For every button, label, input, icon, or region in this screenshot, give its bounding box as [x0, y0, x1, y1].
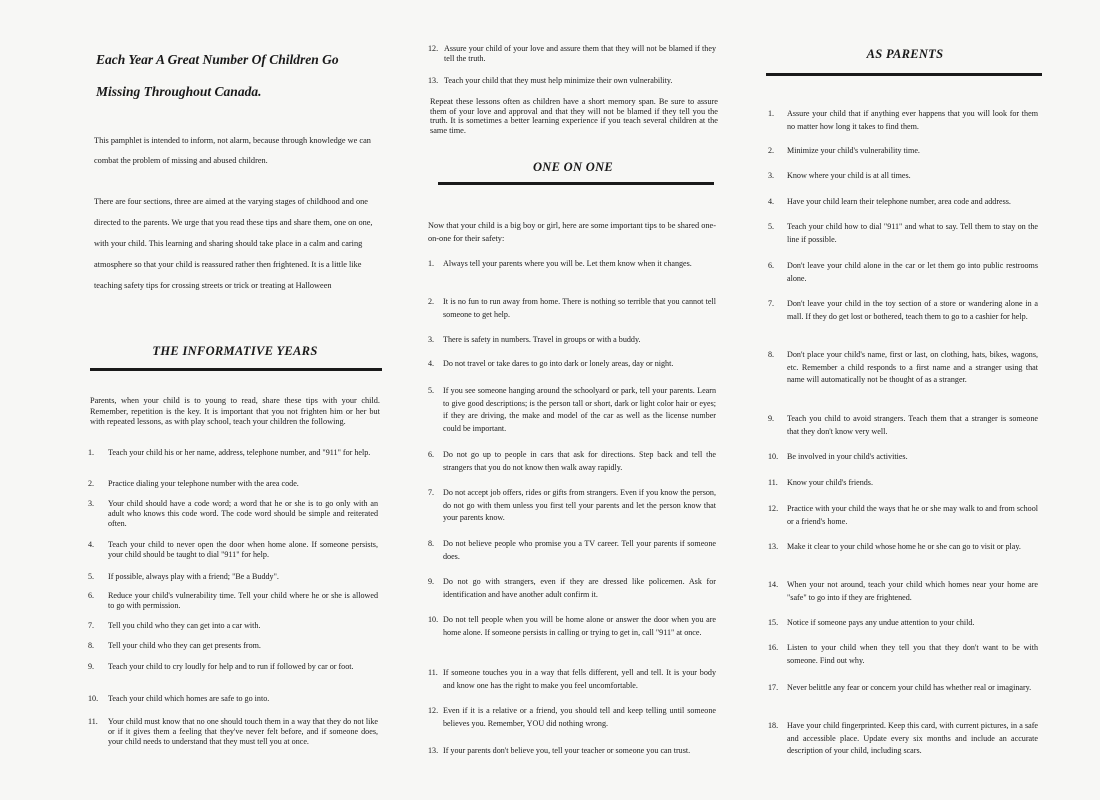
list-item-text: Do not tell people when you will be home alone or answer the door when you are home alone. If someone persists in calling or trying to get in, call "911" at once.: [443, 615, 716, 637]
list-item-text: Your child must know that no one should touch them in a way that they do not like or if it gives them a feeling that they've never felt before, and if someone does, your child needs to understand that they must tell you at once.: [108, 717, 378, 747]
list-item-text: Always tell your parents where you will be. Let them know when it changes.: [443, 259, 692, 268]
list-item-text: Don't place your child's name, first or last, on clothing, hats, bikes, wagons, etc. Remember a child responds to a first name and a stranger using that name will automatically not be thought of as a stranger.: [787, 350, 1038, 385]
list-item-number: 6.: [88, 591, 95, 600]
list-item-text: Practice with your child the ways that he or she may walk to and from school or a friend's home.: [787, 504, 1038, 526]
list-item-text: Teach your child to never open the door when home alone. If someone persists, your child should be taught to dial "911" for help.: [108, 540, 378, 560]
section-title-informative-years: THE INFORMATIVE YEARS: [152, 344, 318, 358]
list-item-text: Do not accept job offers, rides or gifts from strangers. Even if you know the person, do not go with them unless you first tell your parents and let the person know that your parents know.: [443, 488, 716, 523]
list-item-text: Reduce your child's vulnerability time. Tell your child where he or she is allowed to go with permission.: [108, 591, 378, 611]
list-item-number: 15.: [768, 618, 779, 627]
list-item-number: 8.: [428, 539, 435, 548]
list-item-number: 16.: [768, 643, 779, 652]
list-item-number: 1.: [428, 259, 435, 268]
list-item-text: Minimize your child's vulnerability time.: [787, 146, 920, 155]
list-item-text: Teach you child to avoid strangers. Teach them that a stranger is someone that they don't know very well.: [787, 414, 1038, 436]
list-item-number: 8.: [768, 350, 775, 359]
list-item-text: Do not believe people who promise you a TV career. Tell your parents if someone does.: [443, 539, 716, 561]
list-item-number: 5.: [88, 572, 95, 581]
list-item-number: 1.: [768, 109, 775, 118]
list-item-text: Teach your child to cry loudly for help and to run if followed by car or foot.: [108, 662, 354, 671]
list-item-number: 9.: [428, 577, 435, 586]
list-item-number: 3.: [88, 499, 95, 508]
list-item-number: 10.: [88, 694, 99, 703]
list-item-text: Practice dialing your telephone number with the area code.: [108, 479, 299, 488]
list-item-number: 4.: [428, 359, 435, 368]
list-item-text: Don't leave your child alone in the car or let them go into public restrooms alone.: [787, 261, 1038, 283]
headline: Each Year A Great Number Of Children Go Missing Throughout Canada.: [96, 52, 339, 99]
list-item-text: Know where your child is at all times.: [787, 171, 911, 180]
list-item-text: Do not go with strangers, even if they are dressed like policemen. Ask for identification and have another adult confirm it.: [443, 577, 716, 599]
list-item-number: 2.: [428, 297, 435, 306]
list-item-number: 6.: [768, 261, 775, 270]
list-item-text: Make it clear to your child whose home he or she can go to visit or play.: [787, 542, 1021, 551]
list-item-number: 7.: [428, 488, 435, 497]
list-item-text: It is no fun to run away from home. There is nothing so terrible that you cannot tell someone to get help.: [443, 297, 716, 319]
list-item-text: Even if it is a relative or a friend, you should tell and keep telling until someone believes you. Remember, YOU did nothing wrong.: [443, 706, 716, 728]
list-item-text: Tell your child who they can get presents from.: [108, 641, 261, 650]
section-intro: Parents, when your child is to young to read, share these tips with your child. Remember, repetition is the key. It is important that you not frighten him or her but with repeated lessons, as with play school, teach your children the following.: [90, 396, 380, 426]
list-item-text: Don't leave your child in the toy section of a store or wandering alone in a mall. If they do get lost or bothered, teach them to go to a cashier for help.: [787, 299, 1038, 321]
list-item-text: Teach your child that they must help minimize their own vulnerability.: [444, 76, 673, 85]
section-rule: [766, 73, 1042, 76]
list-item-number: 4.: [768, 197, 775, 206]
list-item-text: Your child should have a code word; a word that he or she is to go only with an adult who knows this code word. The code word should be simple and reiterated often.: [108, 499, 378, 529]
list-item-number: 9.: [768, 414, 775, 423]
list-item-text: Listen to your child when they tell you that they don't want to be with someone. Find out why.: [787, 643, 1038, 665]
list-item-text: If possible, always play with a friend; "Be a Buddy".: [108, 572, 279, 581]
section-rule: [438, 182, 714, 185]
list-item-text: If your parents don't believe you, tell your teacher or someone you can trust.: [443, 746, 691, 755]
list-item-number: 10.: [428, 615, 439, 624]
list-item-number: 13.: [428, 76, 439, 85]
list-item-number: 7.: [768, 299, 775, 308]
list-item-text: There is safety in numbers. Travel in groups or with a buddy.: [443, 335, 641, 344]
list-item-number: 7.: [88, 621, 95, 630]
list-item-text: Do not go up to people in cars that ask for directions. Step back and tell the strangers that you do not know then walk away rapidly.: [443, 450, 716, 472]
list-item-number: 1.: [88, 448, 95, 457]
list-item-number: 2.: [88, 479, 95, 488]
list-item-number: 9.: [88, 662, 95, 671]
list-item-text: Assure your child of your love and assure them that they will not be blamed if they tell the truth.: [444, 44, 716, 64]
list-item-text: Have your child learn their telephone number, area code and address.: [787, 197, 1011, 206]
section-title-as-parents: AS PARENTS: [866, 47, 944, 61]
list-item-number: 13.: [768, 542, 779, 551]
list-item-text: Have your child fingerprinted. Keep this card, with current pictures, in a safe and accessible place. Update every six months and include an accurate description of your child, including scars.: [787, 721, 1038, 756]
section-title-one-on-one: ONE ON ONE: [532, 160, 614, 174]
section-intro: Now that your child is a big boy or girl, here are some important tips to be shared one-on-one for their safety:: [428, 221, 716, 243]
list-item-text: If you see someone hanging around the schoolyard or park, tell your parents. Learn to give good descriptions; is the person tall or short, dark or light color hair or eyes; if they are driving, the make and model of the car as well as the license number could be important.: [443, 386, 716, 433]
list-item-text: Teach your child which homes are safe to go into.: [108, 694, 270, 703]
list-item-number: 2.: [768, 146, 775, 155]
list-item-text: Be involved in your child's activities.: [787, 452, 908, 461]
list-item-number: 5.: [428, 386, 435, 395]
list-item-number: 12.: [428, 44, 439, 53]
list-item-text: Notice if someone pays any undue attention to your child.: [787, 618, 975, 627]
list-item-text: Never belittle any fear or concern your child has whether real or imaginary.: [787, 683, 1032, 692]
list-item-text: When your not around, teach your child which homes near your home are "safe" to go into if they are frightened.: [787, 580, 1038, 602]
list-item-number: 17.: [768, 683, 779, 692]
section-rule: [90, 368, 382, 371]
list-item-number: 18.: [768, 721, 779, 730]
list-item-number: 13.: [428, 746, 439, 755]
repeat-note: Repeat these lessons often as children have a short memory span. Be sure to assure them of your love and approval and that they will not be blamed if they tell you the truth. It is sometimes a better learning experience if you teach several children at the same time.: [430, 97, 718, 135]
list-item-text: Assure your child that if anything ever happens that you will look for them no matter how long it takes to find them.: [787, 109, 1038, 131]
list-item-number: 12.: [768, 504, 779, 513]
list-item-number: 11.: [768, 478, 778, 487]
list-item-number: 3.: [768, 171, 775, 180]
list-item-number: 14.: [768, 580, 779, 589]
intro-paragraph: This pamphlet is intended to inform, not alarm, because through knowledge we can combat the problem of missing and abused children.: [94, 136, 371, 165]
list-item-text: Tell you child who they can get into a car with.: [108, 621, 261, 630]
sections-paragraph: There are four sections, three are aimed at the varying stages of childhood and one directed to the parents. We urge that you read these tips and share them, one on one, with your child. This learning and sharing should take place in a calm and caring atmosphere so that your child is reassured rather then frightened. It is a little like teaching safety tips for crossing streets or trick or treating at Halloween: [94, 197, 373, 290]
list-item-number: 10.: [768, 452, 779, 461]
list-item-number: 11.: [88, 717, 98, 726]
list-item-number: 12.: [428, 706, 439, 715]
list-item-text: Do not travel or take dares to go into dark or lonely areas, day or night.: [443, 359, 674, 368]
list-item-text: Teach your child how to dial "911" and what to say. Tell them to stay on the line if possible.: [787, 222, 1038, 244]
list-item-number: 3.: [428, 335, 435, 344]
list-item-number: 6.: [428, 450, 435, 459]
list-item-text: Know your child's friends.: [787, 478, 873, 487]
list-item-number: 4.: [88, 540, 95, 549]
list-item-number: 8.: [88, 641, 95, 650]
list-item-text: If someone touches you in a way that fells different, yell and tell. It is your body and know one has the right to make you feel uncomfortable.: [443, 668, 716, 690]
list-item-text: Teach your child his or her name, address, telephone number, and "911" for help.: [108, 448, 371, 457]
list-item-number: 5.: [768, 222, 775, 231]
list-item-number: 11.: [428, 668, 438, 677]
